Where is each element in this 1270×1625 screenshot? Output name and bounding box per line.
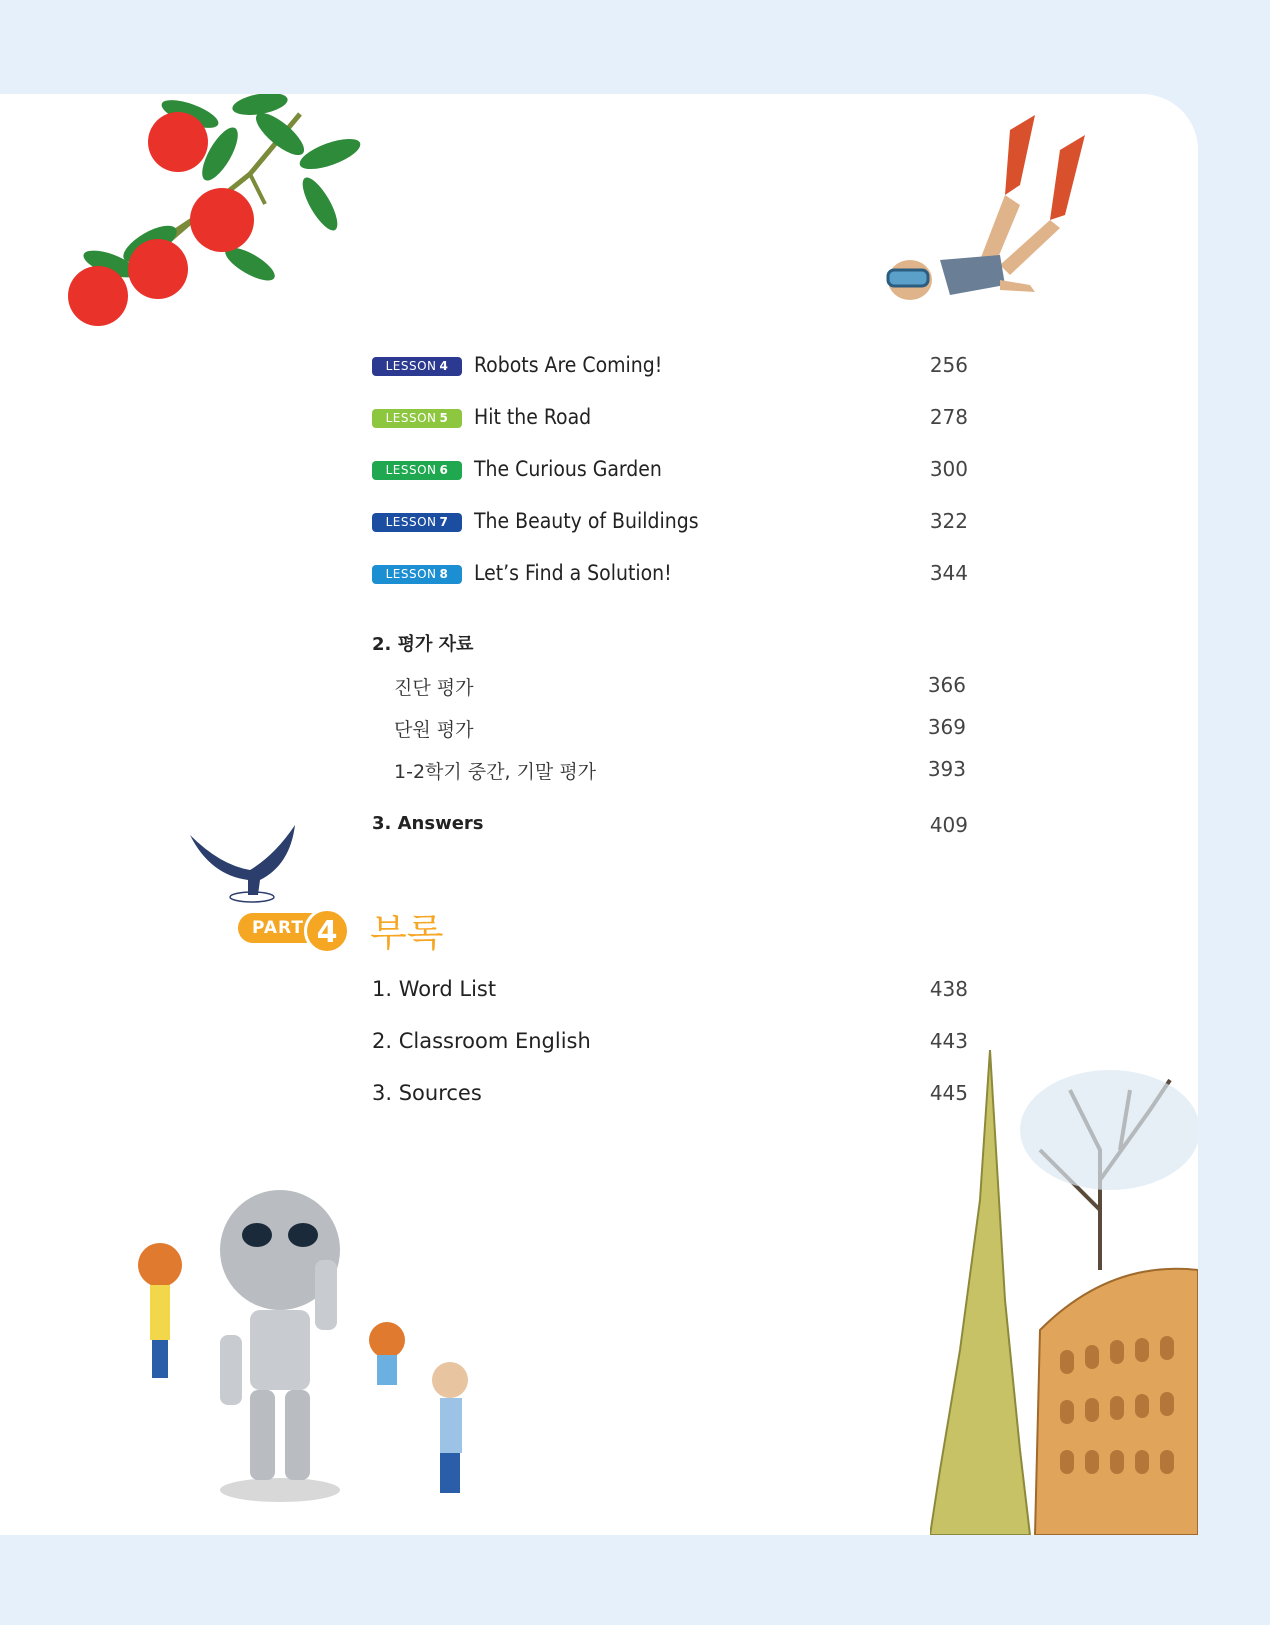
lesson-title: Let’s Find a Solution! [474,561,672,585]
lesson-page-number: 344 [929,561,968,585]
assessment-item[interactable] [394,669,966,703]
assessment-item-title: 단원 평가 [394,719,474,741]
appendix-item-title: 2. Classroom English [372,1029,591,1053]
lesson-row-4[interactable] [372,347,968,387]
lesson-page-number: 322 [929,509,968,533]
assessment-item-page: 393 [927,757,966,781]
appendix-item-page: 445 [929,1081,968,1105]
lesson-row-8[interactable] [372,555,968,595]
lesson-badge: LESSON 8 [372,565,462,584]
assessment-item[interactable] [394,711,966,745]
assessment-item-page: 366 [927,673,966,697]
appendix-item-page: 438 [929,977,968,1001]
lesson-title: Robots Are Coming! [474,353,663,377]
lesson-title: Hit the Road [474,405,592,429]
part-title: 부록 [370,911,444,955]
lesson-badge: LESSON 5 [372,409,462,428]
lesson-badge: LESSON 6 [372,461,462,480]
part-number: 4 [304,908,350,954]
landmarks-illustration [930,1050,1198,1535]
appendix-item[interactable] [372,1025,968,1061]
lesson-page-number: 278 [929,405,968,429]
appendix-item-title: 3. Sources [372,1081,482,1105]
lesson-badge: LESSON 7 [372,513,462,532]
part-label: PART [238,913,333,943]
answers-page: 409 [929,813,968,837]
robot-and-kids-illustration [125,1190,485,1510]
lesson-badge: LESSON 4 [372,357,462,376]
appendix-item[interactable] [372,1077,968,1113]
assessment-item[interactable] [394,753,966,787]
lesson-row-5[interactable] [372,399,968,439]
appendix-item[interactable] [372,973,968,1009]
lesson-page-number: 256 [929,353,968,377]
assessment-item-title: 1-2학기 중간, 기말 평가 [394,761,597,783]
appendix-item-title: 1. Word List [372,977,497,1001]
lesson-title: The Beauty of Buildings [474,509,699,533]
part-badge [238,908,358,950]
apple-branch-illustration [50,94,370,334]
assessment-item-page: 369 [927,715,966,739]
lesson-row-6[interactable] [372,451,968,491]
appendix-item-page: 443 [929,1029,968,1053]
answers-heading: 3. Answers [372,813,484,834]
lesson-page-number: 300 [929,457,968,481]
lesson-row-7[interactable] [372,503,968,543]
diver-illustration [870,110,1110,320]
lesson-title: The Curious Garden [474,457,662,481]
assessment-item-title: 진단 평가 [394,677,474,699]
answers-row[interactable] [372,809,968,845]
whale-tail-illustration [190,825,300,905]
assessment-heading: 2. 평가 자료 [372,634,474,655]
